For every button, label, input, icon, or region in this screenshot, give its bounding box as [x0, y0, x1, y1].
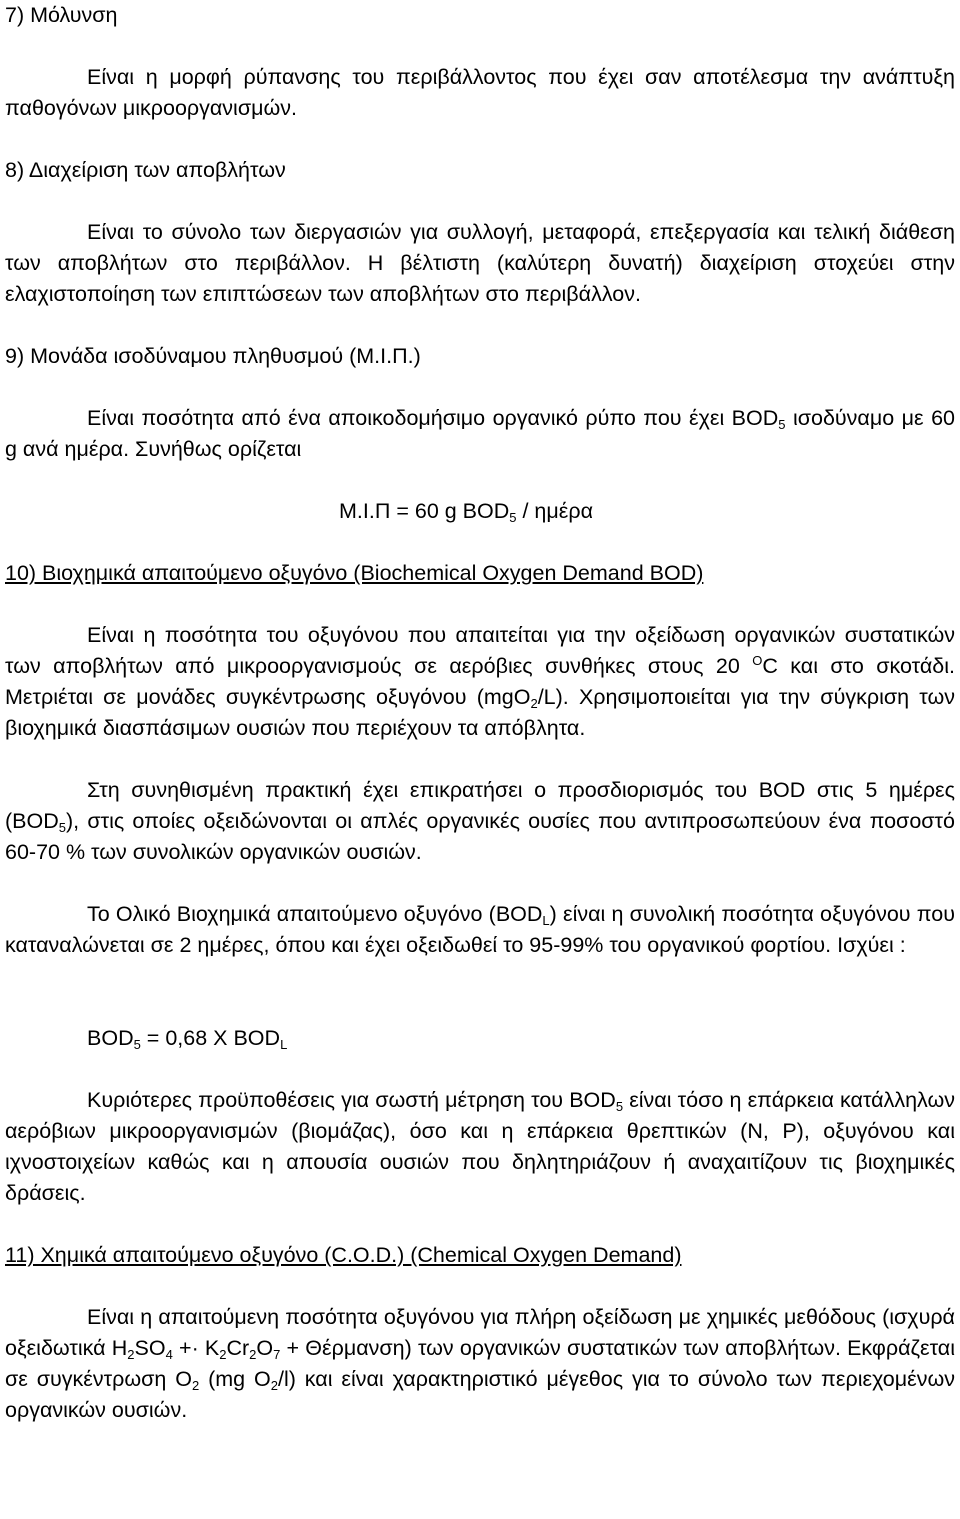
section-8-paragraph: Είναι το σύνολο των διεργασιών για συλλογή, μεταφορά, επεξεργασία και τελική διάθεση των αποβλήτων στο περιβάλλον. Η βέλτιστη (καλύτερη δυνατή) διαχείριση στοχεύει στην ελαχιστοποίηση των επιπτώσεων των αποβλήτων στο περιβάλλον.: [5, 220, 955, 306]
section-9-heading: 9) Μονάδα ισοδύναμου πληθυσμού (Μ.Ι.Π.): [5, 344, 421, 368]
section-10-paragraph-3: Το Ολικό Βιοχημικά απαιτούμενο οξυγόνο $(BOD_L)$ είναι η συνολική ποσότητα οξυγόνου που καταναλώνεται σε 2 ημέρες, όπου και έχει οξειδωθεί το 95-99% του οργανικού φορτίου. Ισχύει :: [5, 902, 955, 957]
mip-formula: Μ.Ι.Π = 60 g $BOD_5$ / ημέρα: [339, 499, 594, 525]
section-7-paragraph: Είναι η μορφή ρύπανσης του περιβάλλοντος που έχει σαν αποτέλεσμα την ανάπτυξη παθογόνων μικροοργανισμών.: [5, 65, 955, 120]
section-10-paragraph-4: Κυριότερες προϋποθέσεις για σωστή μέτρηση του $BOD_5$ είναι τόσο η επάρκεια κατάλληλων αερόβιων μικροοργανισμών (βιομάζας), όσο και η επάρκεια θρεπτικών (N, P), οξυγόνου και ιχνοστοιχείων καθώς και η απουσία ουσιών που δηλητηριάζουν ή αναχαιτίζουν τις βιοχημικές δράσεις.: [5, 1088, 956, 1205]
section-9-paragraph: Είναι ποσότητα από ένα αποικοδομήσιμο οργανικό ρύπο που έχει $BOD_5$ ισοδύναμο με 60 g ανά ημέρα. Συνήθως ορίζεται: [5, 406, 955, 461]
section-8-heading: 8) Διαχείριση των αποβλήτων: [5, 158, 286, 182]
section-10-paragraph-2: Στη συνηθισμένη πρακτική έχει επικρατήσει ο προσδιορισμός του BOD στις 5 ημέρες $(BOD_5)$, στις οποίες οξειδώνονται οι απλές οργανικές ουσίες που αντιπροσωπεύουν ένα ποσοστό 60-70 % των συνολικών οργανικών ουσιών.: [5, 778, 955, 864]
section-7-heading: 7) Μόλυνση: [5, 3, 118, 27]
section-10-heading: 10) Βιοχημικά απαιτούμενο οξυγόνο (Biochemical Oxygen Demand BOD): [5, 561, 704, 585]
bod-formula: $BOD_5 = 0,68$ X $BOD_L$: [87, 1026, 288, 1052]
section-10-paragraph-1: Είναι η ποσότητα του οξυγόνου που απαιτείται για την οξείδωση οργανικών συστατικών των αποβλήτων από μικροοργανισμούς σε αερόβιες συνθήκες στους 20 $^O$C και στο σκοτάδι. Μετριέται σε μονάδες συγκέντρωσης οξυγόνου (mgO$_2$/L). Χρησιμοποιείται για την σύγκριση των βιοχημικά διασπάσιμων ουσιών που περιέχουν τα απόβλητα.: [5, 623, 955, 740]
section-11-paragraph: Είναι η απαιτούμενη ποσότητα οξυγόνου για πλήρη οξείδωση με χημικές μεθόδους (ισχυρά οξειδωτικά $H_2SO_4 +\cdot K_2Cr_2O_7 + \Theta έ\rho\mu\alpha\nu\sigma\eta$) των οργανικών συστατικών των αποβλήτων. Εκφράζεται σε συγκέντρωση $O_2$ (mg $O_2/l$) και είναι χαρακτηριστικό μέγεθος για το σύνολο των περιεχομένων οργανικών ουσιών.: [5, 1305, 955, 1422]
section-11-heading: 11) Χημικά απαιτούμενο οξυγόνο (C.O.D.) (Chemical Oxygen Demand): [5, 1243, 682, 1267]
